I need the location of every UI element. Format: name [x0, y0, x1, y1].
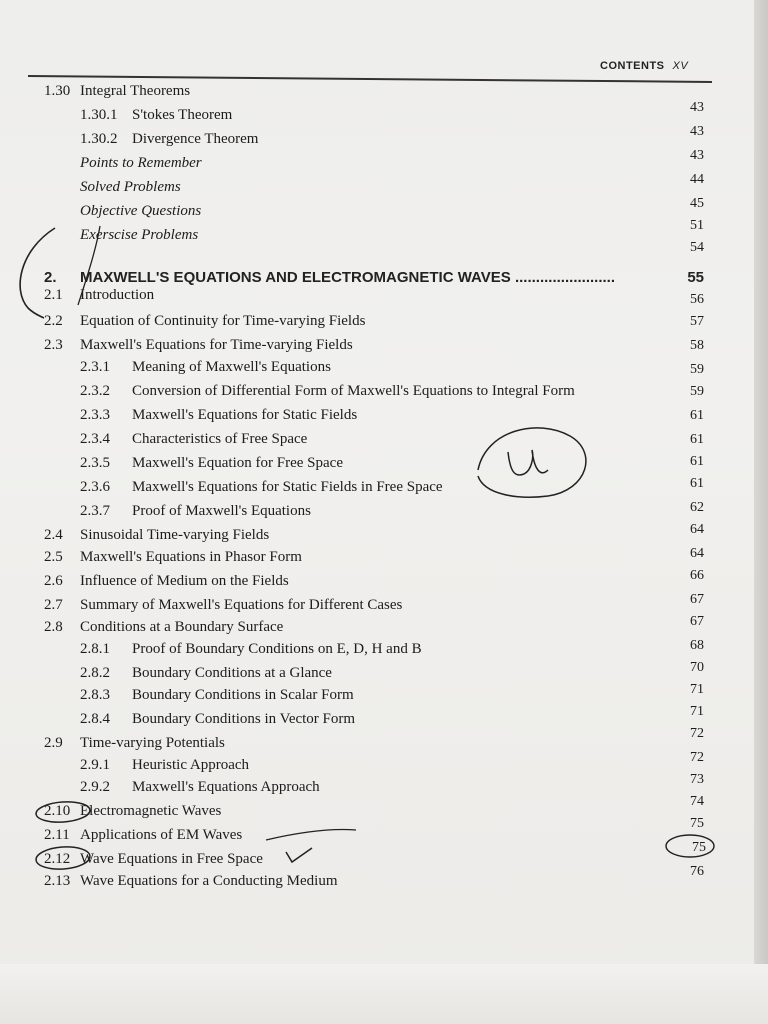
toc-entry: Solved Problems	[80, 179, 181, 195]
toc-entry: 2.13 Wave Equations for a Conducting Medium	[44, 873, 338, 889]
toc-page-number: 56	[690, 292, 704, 307]
toc-page-number: 64	[690, 522, 704, 537]
toc-entry: 1.30.2 Divergence Theorem	[80, 131, 259, 147]
toc-entry: 2.3.6 Maxwell's Equations for Static Fields in Free Space	[80, 479, 443, 495]
toc-entry: 2.9 Time-varying Potentials	[44, 735, 225, 751]
toc-page-number: 70	[690, 660, 704, 675]
toc-entry: 2.8.4 Boundary Conditions in Vector Form	[80, 711, 356, 727]
toc-page-number: 71	[690, 682, 704, 697]
toc-page-number: 43	[690, 100, 704, 115]
toc-page-number: 58	[690, 338, 704, 353]
toc-page-number: 57	[690, 314, 704, 329]
toc-page-number: 51	[690, 218, 704, 233]
toc-entry: 2.9.2 Maxwell's Equations Approach	[80, 779, 320, 795]
toc-page-number: 72	[690, 750, 704, 765]
toc-page-number: 62	[690, 500, 704, 515]
chapter-page-number: 55	[687, 269, 704, 286]
toc-entry: 2.12 Wave Equations in Free Space	[44, 851, 263, 867]
toc-entry: 2.7 Summary of Maxwell's Equations for Different Cases	[44, 597, 403, 613]
toc-entry: 2.9.1 Heuristic Approach	[80, 757, 250, 773]
chapter-number: 2.	[44, 269, 57, 286]
toc-page-number: 74	[690, 794, 704, 809]
toc-page-number: 43	[690, 124, 704, 139]
toc-entry: 2.1 Introduction	[44, 287, 155, 303]
toc-entry: 2.8.3 Boundary Conditions in Scalar Form	[80, 687, 354, 703]
header-label: CONTENTS	[600, 60, 665, 72]
toc-entry: 2.5 Maxwell's Equations in Phasor Form	[44, 549, 302, 565]
toc-page-number: 68	[690, 638, 704, 653]
toc-page-number: 67	[690, 592, 704, 607]
toc-entry: 2.3.3 Maxwell's Equations for Static Fields	[80, 407, 358, 423]
toc-entry: 2.3.2 Conversion of Differential Form of Maxwell's Equations to Integral Form	[80, 383, 575, 399]
toc-page-number: 54	[690, 240, 704, 255]
page-edge-shadow	[754, 0, 768, 1024]
toc-entry: 2.3.1 Meaning of Maxwell's Equations	[80, 359, 331, 375]
chapter-leader: ........................	[514, 269, 615, 286]
toc-page-number: 44	[690, 172, 704, 187]
toc-entry: 1.30.1 S'tokes Theorem	[80, 107, 233, 123]
toc-entry: 2.3.4 Characteristics of Free Space	[80, 431, 308, 447]
toc-page-number: 43	[690, 148, 704, 163]
toc-page-number: 72	[690, 726, 704, 741]
toc-entry: Objective Questions	[80, 203, 202, 219]
toc-page-number: 45	[690, 196, 704, 211]
toc-page-number: 61	[690, 454, 704, 469]
toc-entry: 2.6 Influence of Medium on the Fields	[44, 573, 289, 589]
toc-entry: 2.3.7 Proof of Maxwell's Equations	[80, 503, 311, 519]
header-page-number: XV	[672, 60, 689, 72]
running-header	[600, 60, 710, 78]
page-bottom-margin	[0, 964, 768, 1024]
toc-page-number: 59	[690, 362, 704, 377]
toc-page-number: 73	[690, 772, 704, 787]
toc-entry: 2.3.5 Maxwell's Equation for Free Space	[80, 455, 343, 471]
chapter-title: MAXWELL'S EQUATIONS AND ELECTROMAGNETIC WAVES	[80, 269, 511, 286]
toc-page-number: 61	[690, 432, 704, 447]
toc-page-number: 76	[690, 864, 704, 879]
toc-page-number: 59	[690, 384, 704, 399]
toc-entry: 2.10 Electromagnetic Waves	[44, 803, 222, 819]
toc-entry: 2.8.1 Proof of Boundary Conditions on E, D, H and B	[80, 641, 422, 657]
toc-entry: 2.2 Equation of Continuity for Time-varying Fields	[44, 313, 366, 329]
toc-entry: 2.8.2 Boundary Conditions at a Glance	[80, 665, 332, 681]
toc-page-number: 66	[690, 568, 704, 583]
toc-entry: Exerscise Problems	[80, 227, 199, 243]
toc-entry: 2.3 Maxwell's Equations for Time-varying Fields	[44, 337, 353, 353]
toc-page-number: 71	[690, 704, 704, 719]
toc-entry: 2.8 Conditions at a Boundary Surface	[44, 619, 284, 635]
toc-page-number: 61	[690, 408, 704, 423]
toc-page-number: 75	[692, 840, 706, 855]
toc-entry: 2.11 Applications of EM Waves	[44, 827, 243, 843]
toc-page-number: 67	[690, 614, 704, 629]
toc-page-number: 75	[690, 816, 704, 831]
toc-entry: Points to Remember	[80, 155, 202, 171]
toc-page-number: 61	[690, 476, 704, 491]
toc-page-number: 64	[690, 546, 704, 561]
toc-entry: 1.30 Integral Theorems	[44, 83, 191, 99]
toc-entry: 2.4 Sinusoidal Time-varying Fields	[44, 527, 270, 543]
